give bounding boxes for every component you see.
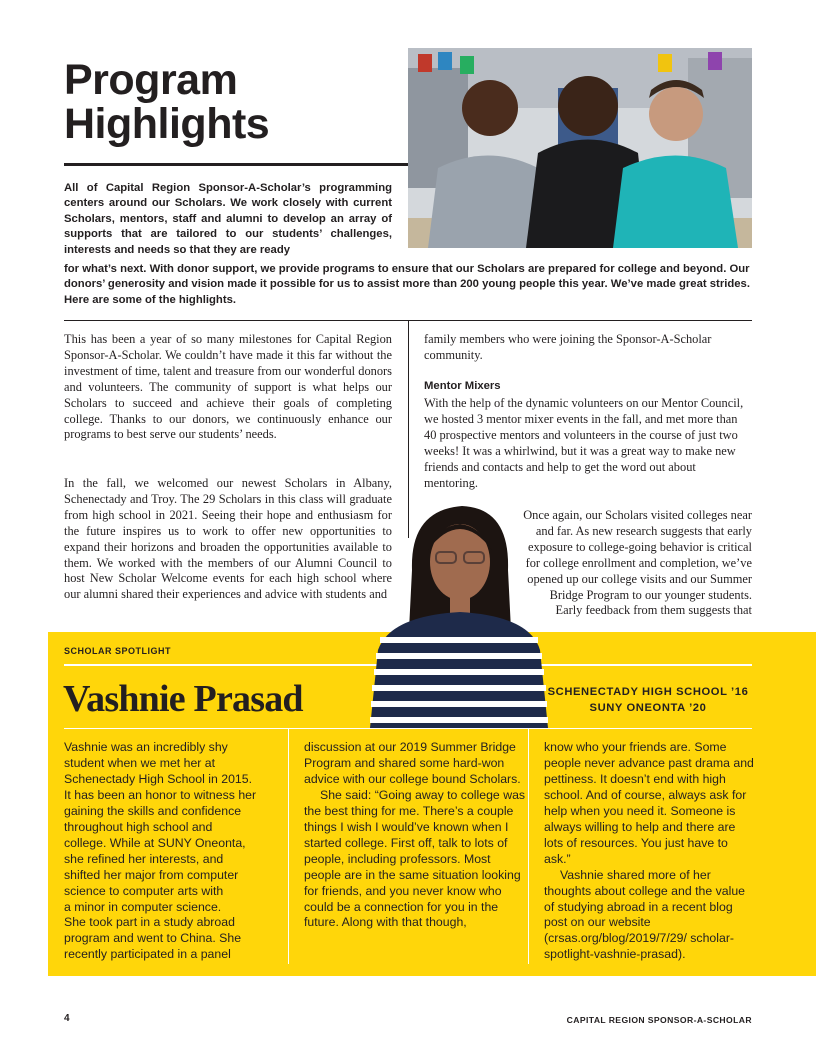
left-column-paragraph-2: In the fall, we welcomed our newest Scholars in Albany, Schenectady and Troy. The 29 Scholars in this class will graduate from high school in 2021. Seeing their hope and enthusiasm for the future inspires us to work to offer new opportunities to expand their horizons and broaden the opportunities available to them. We worked with the members of our Alumni Council to host New Scholar Welcome events for each high school where our alumni shared their experiences and advice with students and bbox=[64, 476, 392, 602]
group-photo bbox=[408, 48, 752, 248]
left-column-paragraph-1: This has been a year of so many milestones for Capital Region Sponsor-A-Scholar. We couldn’t have made it this far without the investment of time, talent and treasure from our wonderful donors and volunteers. The community of support is what helps our Scholars to succeed and achieve their goals of completing college. Thanks to our donors, we continuously enhance our programs to best serve our students’ needs. bbox=[64, 332, 392, 442]
page-number: 4 bbox=[64, 1013, 70, 1024]
text-line: recently participated in a panel bbox=[64, 947, 231, 962]
high-school-line: SCHENECTADY HIGH SCHOOL ’16 bbox=[547, 686, 749, 698]
spotlight-kicker: SCHOLAR SPOTLIGHT bbox=[64, 646, 171, 656]
footer-org-name: CAPITAL REGION SPONSOR-A-SCHOLAR bbox=[566, 1015, 752, 1025]
text-line: for college enrollment and completion, we’ve bbox=[525, 555, 752, 570]
text-line: student when we met her at bbox=[64, 755, 216, 770]
text-line: program and went to China. She bbox=[64, 931, 242, 946]
right-column-paragraph-1: family members who were joining the Sponsor-A-Scholar community. bbox=[424, 332, 712, 362]
text-line: and far. As new research suggests that early bbox=[535, 523, 752, 538]
spotlight-bottom-rule bbox=[64, 728, 752, 729]
scholar-name: Vashnie Prasad bbox=[63, 678, 303, 720]
text-line: Once again, our Scholars visited colleges near bbox=[523, 508, 752, 522]
intro-paragraph-part1: All of Capital Region Sponsor-A-Scholar’s programming centers around our Scholars. We work closely with current Scholars, mentors, staff and alumni to develop an array of supports that are tailored to our students’ challenges, interests and needs so that they are ready bbox=[64, 182, 392, 256]
college-line: SUNY ONEONTA ’20 bbox=[589, 702, 707, 714]
spotlight-column-divider bbox=[528, 728, 529, 964]
text-line: she refined her interests, and bbox=[64, 851, 224, 866]
spotlight-column-3 bbox=[544, 740, 754, 963]
spotlight-col3-paragraph-1: know who your friends are. Some people never advance past drama and pettiness. It doesn’t end with high school. And of course, always ask for help when you need it. Someone is always willing to help and there are lots of resources. You just have to ask.” bbox=[544, 740, 754, 866]
text-line: throughout high school and bbox=[64, 819, 213, 834]
text-line: opened up our college visits and our Summer bbox=[527, 571, 752, 586]
text-line: Early feedback from them suggests that bbox=[555, 603, 752, 618]
text-line: science to computer arts with bbox=[64, 883, 224, 898]
mentor-mixers-heading: Mentor Mixers bbox=[424, 380, 501, 392]
scholar-portrait-illustration bbox=[370, 500, 548, 728]
text-line: Schenectady High School in 2015. bbox=[64, 771, 252, 786]
spotlight-column-2 bbox=[304, 740, 526, 931]
text-line: gaining the skills and confidence bbox=[64, 803, 242, 818]
text-line: Bridge Program to our younger students. bbox=[549, 587, 752, 602]
text-line: shifted her major from computer bbox=[64, 867, 239, 882]
intro-paragraph-part2: for what’s next. With donor support, we provide programs to ensure that our Scholars are prepared for college and beyond. Our donors’ generosity and vision made it possible for us to assist more than 200 young people this year. We’ve made great strides. Here are some of the highlights. bbox=[64, 263, 750, 306]
text-line: a minor in computer science. bbox=[64, 899, 222, 914]
text-line: exposure to college-going behavior is critical bbox=[528, 539, 752, 554]
group-photo-illustration bbox=[408, 48, 752, 248]
text-line: She took part in a study abroad bbox=[64, 915, 235, 930]
page-title: Program Highlights bbox=[64, 56, 270, 148]
spotlight-col2-paragraph-1: discussion at our 2019 Summer Bridge Program and shared some hard-won advice with our college bound Scholars. bbox=[304, 740, 521, 786]
scholar-portrait bbox=[370, 500, 548, 728]
spotlight-col2-paragraph-2: She said: “Going away to college was the best thing for me. There’s a couple things I wish I would’ve known when I started college. First off, talk to lots of people, including professors. Most people are in the same situation looking for friends, and you never know who could be a connection for you in the future. Along with that though, bbox=[304, 787, 526, 930]
scholar-schools bbox=[544, 684, 752, 716]
spotlight-column-divider bbox=[288, 728, 289, 964]
spotlight-column-1 bbox=[64, 740, 278, 963]
spotlight-col3-paragraph-2: Vashnie shared more of her thoughts about college and the value of studying abroad in a recent blog post on our website (crsas.org/blog/2019/7/29/ scholar-spotlight-vashnie-prasad). bbox=[544, 867, 746, 962]
text-line: It has been an honor to witness her bbox=[64, 787, 257, 802]
text-line: Vashnie was an incredibly shy bbox=[64, 740, 228, 754]
right-column-paragraph-2: With the help of the dynamic volunteers on our Mentor Council, we hosted 3 mentor mixer events in the fall, and met more than 40 prospective mentors and volunteers in the course of just two weeks! It was a whirlwind, but it was a great way to make new friends and contacts and help to get the word out about mentoring. bbox=[424, 396, 744, 490]
text-line: college. While at SUNY Oneonta, bbox=[64, 835, 246, 850]
title-rule bbox=[64, 163, 409, 166]
